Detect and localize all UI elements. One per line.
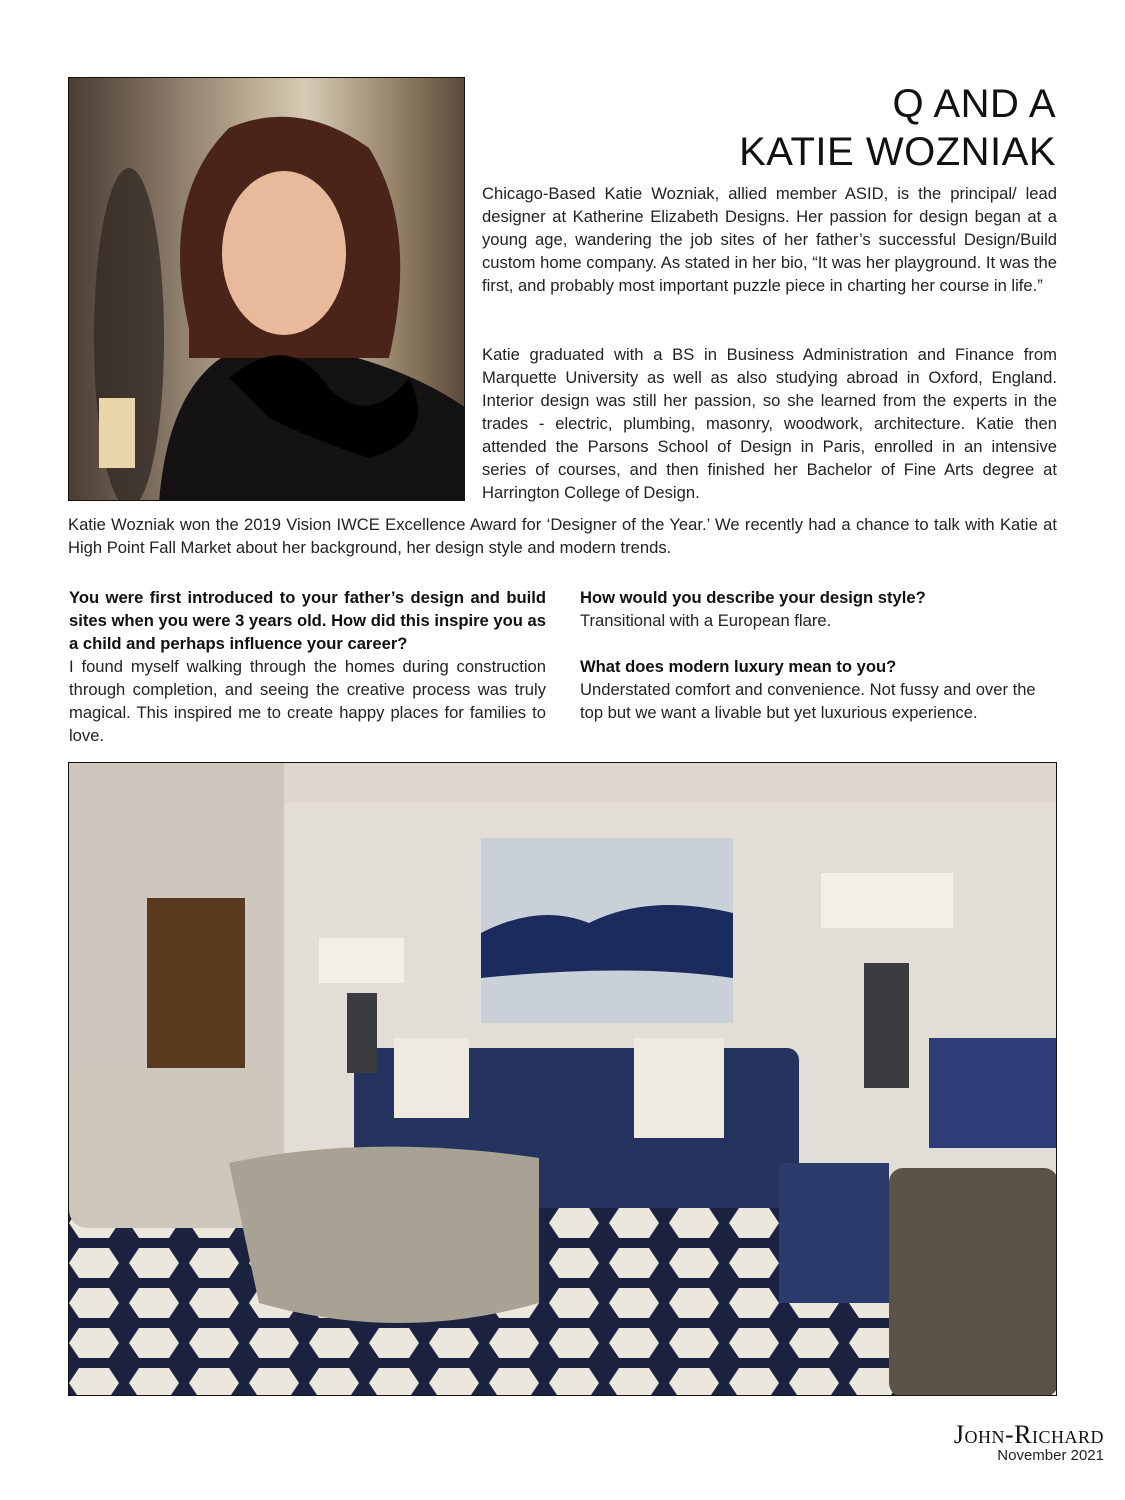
question: What does modern luxury mean to you? — [580, 657, 897, 676]
question: How would you describe your design style? — [580, 588, 926, 607]
intro-paragraph-2: Katie graduated with a BS in Business Administration and Finance from Marquette University as well as also studying abroad in Oxford, England. Interior design was still her passion, so she learned from the experts in the trades - electric, plumbing, masonry, woodwork, architecture. Katie then attended the Parsons School of Design in Paris, enrolled in an intensive series of courses, and then finished her Bachelor of Fine Arts degree at Harrington College of Design. — [482, 345, 1057, 502]
answer: I found myself walking through the homes during construction through completion, and seeing the creative process was truly magical. This inspired me to create happy places for families to love. — [69, 657, 546, 745]
page-title — [739, 80, 1056, 176]
qa-column-right — [580, 586, 1057, 724]
qa-column-left — [69, 586, 546, 747]
portrait-photo — [68, 77, 465, 501]
answer: Understated comfort and convenience. Not fussy and over the top but we want a livable but yet luxurious experience. — [580, 680, 1036, 722]
question: You were first introduced to your father’s design and build sites when you were 3 years old. How did this inspire you as a child and perhaps influence your career? — [69, 588, 546, 653]
brand-logo: John-Richard — [953, 1420, 1104, 1449]
issue-date: November 2021 — [997, 1447, 1104, 1464]
intro-paragraph-1: Chicago-Based Katie Wozniak, allied member ASID, is the principal/ lead designer at Katherine Elizabeth Designs. Her passion for design began at a young age, wandering the job sites of her father’s successful Design/Build custom home company. As stated in her bio, “It was her playground. It was the first, and probably most important puzzle piece in charting her course in life.” — [482, 184, 1057, 295]
title-line-2: KATIE WOZNIAK — [739, 130, 1056, 174]
living-room-photo — [68, 762, 1057, 1396]
intro-paragraph-3: Katie Wozniak won the 2019 Vision IWCE Excellence Award for ‘Designer of the Year.’ We recently had a chance to talk with Katie at High Point Fall Market about her background, her design style and modern trends. — [68, 515, 1057, 557]
answer: Transitional with a European flare. — [580, 611, 832, 630]
title-line-1: Q AND A — [892, 82, 1056, 126]
